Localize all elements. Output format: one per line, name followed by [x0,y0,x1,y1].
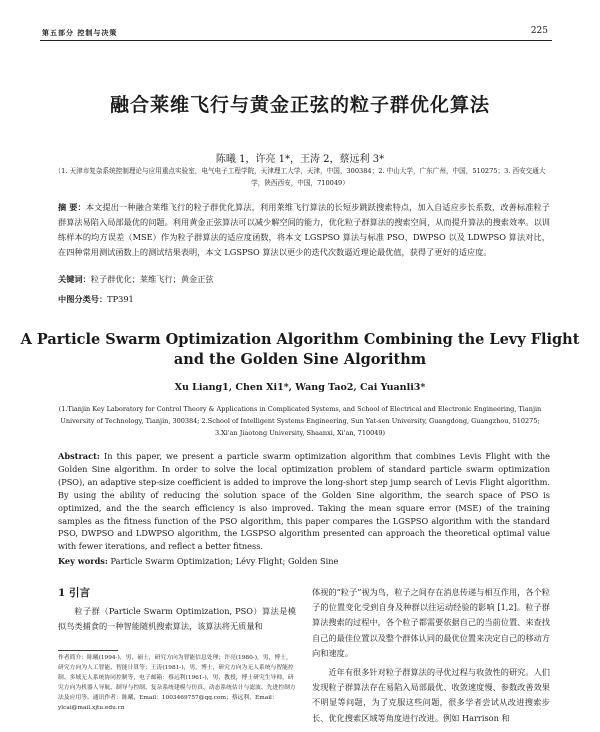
affiliation-chinese: （1. 天津市复杂系统控制理论与应用重点实验室，电气电子工程学院，天津理工大学，天津，中国，300384；2. 中山大学，广东广州，中国，510275；3. 西安交通大学，陕西西安，中国，710049） [54,167,546,187]
abstract-english-text: In this paper, we present a particle swarm optimization algorithm that combines Levis Flight with the Golden Sine algorithm. In order to solve the local optimization problem of standard particle swarm optimization (PSO), an adaptive step-size coefficient is added to improve the long-short step jump search of Levis Flight algorithm. By using the ability of reducing the solution space of the Golden Sine algorithm, the search space of PSO is optimized, and the the search efficiency is also improved. Taking the mean square error (MSE) of the training samples as the fitness function of the PSO algorithm, this paper compares the LGSPSO algorithm with the standard PSO, DWPSO and LDWPSO algorithm, the LGSPSO algorithm presented can approach the theoretical optimal value with fewer iterations, and reflect a better fitness. [58,451,550,552]
title-chinese: 融合莱维飞行与黄金正弦的粒子群优化算法 [109,94,490,116]
affiliation-english: (1.Tianjin Key Laboratory for Control Theory & Applications in Complicated Systems, and School of Electrical and Electronic Engineering, Tianjin University of Technology, Tianjin, 300384; 2.School of Intelligent Systems Engineering, Sun Yat-sen University, Guangdong, Guangzhou, 510275; 3.Xi'an Jiaotong University, Shaanxi, Xi'an, 710049) [58,405,542,437]
abstract-english [58,450,550,553]
keywords-english-text: Particle Swarm Optimization; Lévy Flight; Golden Sine [110,556,339,566]
body-paragraph: 近年有很多针对粒子群算法的寻优过程与收敛性的研究。人们发现粒子群算法存在易陷入局部最优、收敛速度慢、参数改善效果不明显等问题，为了克服这些问题，很多学者尝试从改进搜索步长、优化搜索区域等角度进行改进。例如 Harrison 和 [312,667,550,723]
body-left-column [58,604,296,634]
keywords-chinese-label: 关键词： [58,274,91,284]
classification-text: TP391 [107,294,134,304]
abstract-english-label: Abstract: [58,451,100,461]
authors-chinese: 陈曦 1，许亮 1*，王涛 2，蔡远利 3* [215,154,385,165]
author-footnote: 作者简介：陈曦(1994-)，男，硕士，研究方向为智能信息处理；许亮(1980-)，男，博士，研究方向为人工智能、智能计算等；王涛(1981-)，男，博士，研究方向为无人系统与智能控制、多域无人系统协同控制等，电子邮箱：蔡远利(1961-)，男，教授，博士研究生导师，研究方向为机器人导航、制导与控制、复杂系统建模与仿真、动态系统估计与滤波、先进控制方法及应用等。通讯作者：陈曦，Email：1003469757@qq.com；蔡远利，Email：ylcai@mail.xjtu.edu.cn [58,655,296,711]
header-rule [40,40,552,41]
abstract-chinese [58,200,550,260]
keywords-chinese [58,274,214,285]
keywords-english [58,556,338,566]
classification-label: 中图分类号： [58,294,108,304]
abstract-chinese-label: 摘 要： [58,202,86,212]
section-heading-introduction: 1 引言 [58,587,90,599]
footnote-rule [58,650,118,651]
classification-chinese [58,294,134,305]
authors-english: Xu Liang1, Chen Xi1*, Wang Tao2, Cai Yuanli3* [174,382,426,393]
running-header: 第五部分 控制与决策 [42,28,118,37]
title-english: A Particle Swarm Optimization Algorithm Combining the Levy Flight and the Golden Sine Algorithm [20,331,580,368]
abstract-chinese-text: 本文提出一种融合莱维飞行的粒子群优化算法，利用莱维飞行算法的长短步跳跃搜索特点，加入自适应步长系数，改善标准粒子群算法易陷入局部最优的问题。利用黄金正弦算法可以减少解空间的能力，优化粒子群算法的搜索空间，从而提升算法的搜索效率。以训练样本的均方误差（MSE）作为粒子群算法的适应度函数，将本文 LGSPSO 算法与标准 PSO、DWPSO 以及 LDWPSO 算法对比，在四种常用测试函数上的测试结果表明，本文 LGSPSO 算法以更少的迭代次数逼近理论最优值，获得了更好的适应度。 [58,202,550,257]
keywords-chinese-text: 粒子群优化；莱维飞行；黄金正弦 [90,274,214,284]
body-paragraph: 粒子群（Particle Swarm Optimization, PSO）算法是模拟鸟类捕食的一种智能随机搜索算法，该算法将无质量和 [58,606,296,631]
page-number: 225 [530,26,548,36]
body-right-column [312,585,550,726]
body-paragraph: 体视的“粒子”视为鸟，粒子之间存在消息传递与相互作用，各个粒子的位置变化受到自身及种群以往运动经验的影响 [1,2]。粒子群算法搜索的过程中，各个粒子都需要依据自己的当前位置、来查找自己的最佳位置以及整个群体认同的最优位置来决定自己的移动方向和速度。 [312,587,550,658]
keywords-english-label: Key words: [58,556,108,566]
